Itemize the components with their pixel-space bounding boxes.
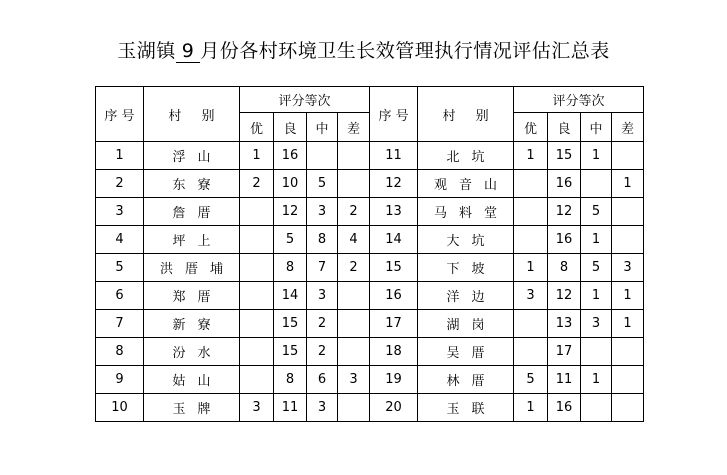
seq-cell: 7 [96,310,144,338]
village-cell: 北坑 [418,142,514,170]
liang-count-cell: 10 [274,170,307,198]
seq-cell: 17 [370,310,418,338]
cha-count-cell [612,226,644,254]
cha-count-cell [612,198,644,226]
zhong-count-cell [581,338,612,366]
liang-count-cell: 15 [274,338,307,366]
title-suffix: 月份各村环境卫生长效管理执行情况评估汇总表 [200,40,610,62]
table-body [96,142,644,422]
you-count-cell [514,226,548,254]
seq-cell: 6 [96,282,144,310]
header-rating: 评分等次 [240,87,370,113]
village-cell: 林厝 [418,366,514,394]
seq-cell: 15 [370,254,418,282]
village-cell: 观音山 [418,170,514,198]
zhong-count-cell: 1 [581,226,612,254]
you-count-cell [240,338,274,366]
seq-cell: 19 [370,366,418,394]
zhong-count-cell: 3 [307,282,338,310]
liang-count-cell: 17 [548,338,581,366]
liang-count-cell: 8 [274,366,307,394]
table-row [96,170,644,198]
table-row [96,338,644,366]
cha-count-cell [338,282,370,310]
you-count-cell [514,170,548,198]
zhong-count-cell: 3 [307,394,338,422]
village-cell: 姑山 [144,366,240,394]
seq-cell: 1 [96,142,144,170]
cha-count-cell: 2 [338,254,370,282]
header-level-cha: 差 [338,113,370,142]
village-cell: 浮山 [144,142,240,170]
you-count-cell: 1 [514,394,548,422]
liang-count-cell: 8 [548,254,581,282]
liang-count-cell: 16 [548,226,581,254]
cha-count-cell: 1 [612,282,644,310]
seq-cell: 16 [370,282,418,310]
liang-count-cell: 16 [548,394,581,422]
page-title [0,36,727,63]
you-count-cell [240,366,274,394]
village-cell: 洪厝埔 [144,254,240,282]
zhong-count-cell: 8 [307,226,338,254]
seq-cell: 20 [370,394,418,422]
table-row [96,254,644,282]
village-cell: 下坡 [418,254,514,282]
liang-count-cell: 11 [274,394,307,422]
you-count-cell: 5 [514,366,548,394]
cha-count-cell [338,170,370,198]
seq-cell: 8 [96,338,144,366]
seq-cell: 18 [370,338,418,366]
header-level-you: 优 [240,113,274,142]
table-row [96,142,644,170]
header-level-liang-right: 良 [548,113,581,142]
zhong-count-cell: 3 [581,310,612,338]
liang-count-cell: 12 [274,198,307,226]
cha-count-cell: 3 [612,254,644,282]
village-cell: 新寮 [144,310,240,338]
cha-count-cell [338,142,370,170]
zhong-count-cell: 1 [581,282,612,310]
cha-count-cell [338,394,370,422]
village-cell: 大坑 [418,226,514,254]
you-count-cell [240,198,274,226]
village-cell: 马料堂 [418,198,514,226]
seq-cell: 5 [96,254,144,282]
seq-cell: 10 [96,394,144,422]
village-cell: 湖岗 [418,310,514,338]
cha-count-cell [612,366,644,394]
liang-count-cell: 12 [548,282,581,310]
liang-count-cell: 14 [274,282,307,310]
you-count-cell: 3 [514,282,548,310]
village-cell: 玉牌 [144,394,240,422]
table-row [96,310,644,338]
you-count-cell [240,310,274,338]
you-count-cell [514,198,548,226]
you-count-cell [514,310,548,338]
liang-count-cell: 5 [274,226,307,254]
zhong-count-cell: 5 [581,254,612,282]
cha-count-cell: 1 [612,170,644,198]
village-cell: 东寮 [144,170,240,198]
table-row [96,198,644,226]
you-count-cell [514,338,548,366]
seq-cell: 3 [96,198,144,226]
zhong-count-cell: 5 [581,198,612,226]
liang-count-cell: 15 [548,142,581,170]
seq-cell: 4 [96,226,144,254]
village-cell: 詹厝 [144,198,240,226]
you-count-cell [240,282,274,310]
liang-count-cell: 12 [548,198,581,226]
liang-count-cell: 15 [274,310,307,338]
title-prefix: 玉湖镇 [117,40,176,62]
cha-count-cell: 2 [338,198,370,226]
zhong-count-cell [581,394,612,422]
you-count-cell: 1 [514,142,548,170]
table-row [96,226,644,254]
liang-count-cell: 16 [548,170,581,198]
cha-count-cell [338,310,370,338]
liang-count-cell: 16 [274,142,307,170]
header-row-top [96,87,644,113]
header-level-cha-right: 差 [612,113,644,142]
liang-count-cell: 8 [274,254,307,282]
cha-count-cell [612,338,644,366]
liang-count-cell: 11 [548,366,581,394]
you-count-cell: 1 [240,142,274,170]
you-count-cell: 3 [240,394,274,422]
cha-count-cell: 4 [338,226,370,254]
zhong-count-cell: 2 [307,338,338,366]
village-cell: 玉联 [418,394,514,422]
table-row [96,366,644,394]
header-village: 村 别 [144,87,240,142]
cha-count-cell: 3 [338,366,370,394]
liang-count-cell: 13 [548,310,581,338]
zhong-count-cell [307,142,338,170]
seq-cell: 11 [370,142,418,170]
header-rating-right: 评分等次 [514,87,644,113]
you-count-cell [240,254,274,282]
header-seq: 序 号 [96,87,144,142]
zhong-count-cell: 5 [307,170,338,198]
cha-count-cell: 1 [612,310,644,338]
you-count-cell: 2 [240,170,274,198]
seq-cell: 14 [370,226,418,254]
cha-count-cell [612,394,644,422]
zhong-count-cell: 7 [307,254,338,282]
zhong-count-cell: 3 [307,198,338,226]
title-month: 9 [176,40,201,63]
cha-count-cell [338,338,370,366]
header-seq-right: 序 号 [370,87,418,142]
village-cell: 汾水 [144,338,240,366]
village-cell: 吴厝 [418,338,514,366]
zhong-count-cell: 1 [581,142,612,170]
zhong-count-cell: 1 [581,366,612,394]
zhong-count-cell [581,170,612,198]
header-level-zhong: 中 [307,113,338,142]
evaluation-summary-table [95,86,644,422]
zhong-count-cell: 6 [307,366,338,394]
seq-cell: 12 [370,170,418,198]
header-level-you-right: 优 [514,113,548,142]
header-village-right: 村 别 [418,87,514,142]
cha-count-cell [612,142,644,170]
you-count-cell: 1 [514,254,548,282]
header-level-liang: 良 [274,113,307,142]
seq-cell: 13 [370,198,418,226]
you-count-cell [240,226,274,254]
seq-cell: 9 [96,366,144,394]
village-cell: 洋边 [418,282,514,310]
zhong-count-cell: 2 [307,310,338,338]
header-level-zhong-right: 中 [581,113,612,142]
table-row [96,394,644,422]
village-cell: 坪上 [144,226,240,254]
village-cell: 郑厝 [144,282,240,310]
table-row [96,282,644,310]
seq-cell: 2 [96,170,144,198]
